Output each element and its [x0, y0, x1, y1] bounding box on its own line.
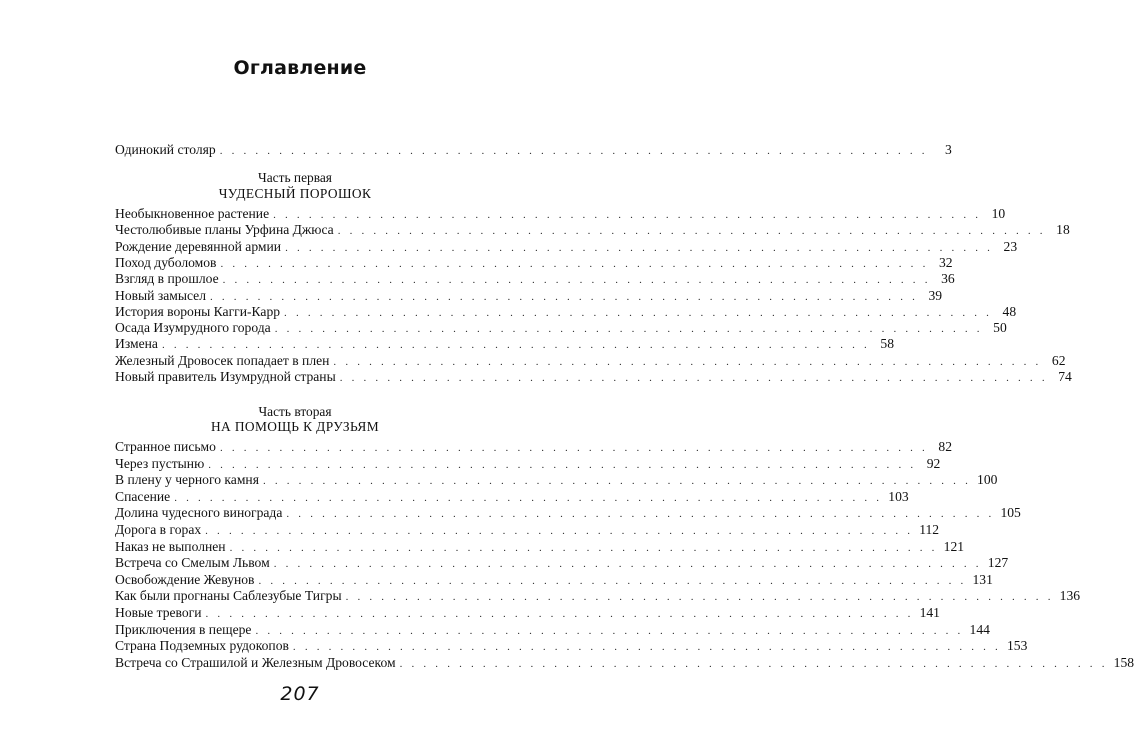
toc-leader: . . . . . . . . . . . . . . . . . . . . . . . . . . . . . . . . . . . . . . . . . . . . . . . . . . . . . . . . . . . .	[174, 491, 883, 504]
toc-entry-title: В плену у черного камня	[115, 472, 259, 488]
toc-entry-page: 18	[1056, 222, 1070, 238]
toc-leader: . . . . . . . . . . . . . . . . . . . . . . . . . . . . . . . . . . . . . . . . . . . . . . . . . . . . . . . . . . . .	[220, 257, 929, 270]
toc-entry[interactable]	[115, 604, 940, 622]
toc-leader: . . . . . . . . . . . . . . . . . . . . . . . . . . . . . . . . . . . . . . . . . . . . . . . . . . . . . . . . . . . .	[399, 657, 1108, 670]
toc-entry-title: Рождение деревянной армии	[115, 238, 282, 254]
toc-leader: . . . . . . . . . . . . . . . . . . . . . . . . . . . . . . . . . . . . . . . . . . . . . . . . . . . . . . . . . . . .	[274, 323, 983, 336]
toc-entry[interactable]	[115, 352, 1066, 370]
toc-entry[interactable]	[115, 455, 941, 473]
toc-leader: . . . . . . . . . . . . . . . . . . . . . . . . . . . . . . . . . . . . . . . . . . . . . . . . . . . . . . . . . . . .	[219, 145, 928, 157]
toc-entry-title: Как были прогнаны Саблезубые Тигры	[115, 588, 342, 604]
toc-entry[interactable]	[115, 554, 1009, 572]
page-title: Оглавление	[233, 57, 367, 79]
toc-entry-page: 144	[969, 621, 990, 637]
toc-entry[interactable]	[115, 335, 895, 353]
toc-entry-title: Поход дуболомов	[115, 254, 217, 270]
toc-leader: . . . . . . . . . . . . . . . . . . . . . . . . . . . . . . . . . . . . . . . . . . . . . . . . . . . . . . . . . . . .	[208, 458, 917, 471]
toc-entry-page: 32	[938, 254, 953, 270]
toc-leader: . . . . . . . . . . . . . . . . . . . . . . . . . . . . . . . . . . . . . . . . . . . . . . . . . . . . . . . . . . . .	[333, 355, 1042, 368]
toc-entry-page: 39	[928, 287, 943, 303]
toc-entry[interactable]	[115, 471, 998, 489]
toc-entry[interactable]	[115, 254, 953, 272]
toc-entry-title: Осада Изумрудного города	[115, 320, 271, 336]
part2-label: Часть вторая	[258, 404, 332, 419]
toc-entry-title: Наказ не выполнен	[115, 538, 226, 554]
toc-entry-page: 23	[1003, 238, 1018, 254]
toc-entry-title: Встреча со Страшилой и Железным Дровосеком	[115, 654, 396, 670]
toc-entry-page: 131	[972, 571, 993, 587]
toc-entry[interactable]	[115, 238, 1018, 256]
toc-leader: . . . . . . . . . . . . . . . . . . . . . . . . . . . . . . . . . . . . . . . . . . . . . . . . . . . . . . . . . . . .	[337, 225, 1046, 238]
toc-entry-page: 105	[1000, 505, 1021, 521]
toc-entry-title: Необыкновенное растение	[115, 206, 270, 221]
toc-entry-page: 48	[1002, 303, 1017, 319]
toc-entry[interactable]	[115, 538, 965, 556]
toc-entry[interactable]	[115, 319, 1007, 337]
toc-entry-title: Новый замысел	[115, 287, 206, 303]
toc-leader: . . . . . . . . . . . . . . . . . . . . . . . . . . . . . . . . . . . . . . . . . . . . . . . . . . . . . . . . . . . .	[273, 209, 982, 221]
toc-entry[interactable]	[115, 368, 1072, 386]
toc-entry-title: История вороны Кагги-Карр	[115, 303, 281, 319]
toc-leader: . . . . . . . . . . . . . . . . . . . . . . . . . . . . . . . . . . . . . . . . . . . . . . . . . . . . . . . . . . . .	[222, 274, 931, 287]
toc-entry[interactable]	[115, 205, 1006, 223]
toc-entry[interactable]	[115, 621, 990, 639]
toc-entry[interactable]	[115, 270, 955, 288]
toc-entry[interactable]	[115, 221, 1070, 239]
toc-entry-title: Долина чудесного винограда	[115, 505, 283, 521]
toc-entry-page: 153	[1006, 638, 1028, 654]
toc-entry[interactable]	[115, 488, 909, 506]
toc-entry-title: Взгляд в прошлое	[115, 271, 219, 287]
toc-leader: . . . . . . . . . . . . . . . . . . . . . . . . . . . . . . . . . . . . . . . . . . . . . . . . . . . . . . . . . . . .	[273, 558, 982, 571]
toc-entry-page: 103	[888, 488, 909, 504]
toc-leader: . . . . . . . . . . . . . . . . . . . . . . . . . . . . . . . . . . . . . . . . . . . . . . . . . . . . . . . . . . . .	[229, 541, 938, 554]
toc-entry-title: Железный Дровосек попадает в плен	[115, 352, 330, 368]
toc-entry-title: Через пустыню	[115, 455, 205, 471]
toc-entry-title: Спасение	[115, 488, 171, 504]
toc-leader: . . . . . . . . . . . . . . . . . . . . . . . . . . . . . . . . . . . . . . . . . . . . . . . . . . . . . . . . . . . .	[258, 574, 967, 587]
toc-leader: . . . . . . . . . . . . . . . . . . . . . . . . . . . . . . . . . . . . . . . . . . . . . . . . . . . . . . . . . . . .	[205, 608, 914, 620]
toc-leader: . . . . . . . . . . . . . . . . . . . . . . . . . . . . . . . . . . . . . . . . . . . . . . . . . . . . . . . . . . . .	[210, 290, 919, 303]
toc-entry[interactable]	[115, 571, 993, 589]
toc-entry-intro[interactable]	[115, 141, 952, 159]
toc-leader: . . . . . . . . . . . . . . . . . . . . . . . . . . . . . . . . . . . . . . . . . . . . . . . . . . . . . . . . . . . .	[262, 475, 972, 488]
toc-entry-page: 82	[938, 439, 953, 454]
toc-entry-page: 127	[987, 555, 1009, 571]
toc-entry-page: 62	[1051, 352, 1066, 368]
toc-entry[interactable]	[115, 654, 1134, 672]
toc-entry[interactable]	[115, 521, 940, 539]
toc-entry-page: 36	[941, 271, 955, 287]
toc-entry-title: Странное письмо	[115, 439, 216, 454]
toc-entry-page: 3	[944, 142, 952, 157]
toc-entry[interactable]	[115, 637, 1028, 655]
toc-entry-page: 58	[880, 336, 895, 352]
toc-entry-title: Встреча со Смелым Львом	[115, 555, 270, 571]
toc-leader: . . . . . . . . . . . . . . . . . . . . . . . . . . . . . . . . . . . . . . . . . . . . . . . . . . . . . . . . . . . .	[339, 372, 1048, 384]
toc-entry-title: Честолюбивые планы Урфина Джюса	[115, 222, 334, 238]
toc-entry-title: Приключения в пещере	[115, 621, 252, 637]
toc-entry-page: 100	[977, 472, 998, 488]
toc-entry-title: Дорога в горах	[115, 522, 202, 537]
toc-leader: . . . . . . . . . . . . . . . . . . . . . . . . . . . . . . . . . . . . . . . . . . . . . . . . . . . . . . . . . . . .	[286, 508, 995, 521]
toc-entry-page: 50	[993, 320, 1007, 336]
toc-entry-title: Новые тревоги	[115, 605, 202, 620]
toc-entry-title: Страна Подземных рудокопов	[115, 638, 289, 654]
part2-name: НА ПОМОЩЬ К ДРУЗЬЯМ	[210, 419, 380, 434]
toc-entry[interactable]	[115, 287, 943, 305]
toc-entry[interactable]	[115, 438, 953, 456]
toc-entry-page: 158	[1113, 654, 1134, 670]
toc-leader: . . . . . . . . . . . . . . . . . . . . . . . . . . . . . . . . . . . . . . . . . . . . . . . . . . . . . . . . . . . .	[255, 624, 964, 637]
toc-entry-title: Новый правитель Изумрудной страны	[115, 369, 336, 384]
part1-name: ЧУДЕСНЫЙ ПОРОШОК	[218, 186, 372, 201]
toc-leader: . . . . . . . . . . . . . . . . . . . . . . . . . . . . . . . . . . . . . . . . . . . . . . . . . . . . . . . . . . . .	[285, 241, 994, 254]
toc-entry[interactable]	[115, 587, 1081, 605]
toc-leader: . . . . . . . . . . . . . . . . . . . . . . . . . . . . . . . . . . . . . . . . . . . . . . . . . . . . . . . . . . . .	[292, 641, 1001, 654]
toc-entry-page: 112	[919, 522, 940, 537]
toc-entry[interactable]	[115, 504, 1021, 522]
toc-entry-title: Одинокий столяр	[115, 142, 216, 157]
toc-entry-page: 74	[1058, 369, 1072, 384]
toc-entry-title: Измена	[115, 336, 158, 352]
toc-entry-page: 121	[943, 538, 965, 554]
toc-entry-page: 136	[1059, 588, 1081, 604]
toc-leader: . . . . . . . . . . . . . . . . . . . . . . . . . . . . . . . . . . . . . . . . . . . . . . . . . . . . . . . . . . . .	[205, 525, 914, 537]
toc-entry-page: 10	[991, 206, 1006, 221]
toc-leader: . . . . . . . . . . . . . . . . . . . . . . . . . . . . . . . . . . . . . . . . . . . . . . . . . . . . . . . . . . . .	[284, 306, 993, 319]
page-number: 207	[280, 683, 320, 705]
part1-label: Часть первая	[258, 170, 332, 185]
toc-entry-title: Освобождение Жевунов	[115, 571, 255, 587]
toc-leader: . . . . . . . . . . . . . . . . . . . . . . . . . . . . . . . . . . . . . . . . . . . . . . . . . . . . . . . . . . . .	[345, 591, 1054, 604]
toc-entry-page: 92	[926, 455, 941, 471]
toc-entry[interactable]	[115, 303, 1017, 321]
toc-entry-page: 141	[919, 605, 940, 620]
toc-leader: . . . . . . . . . . . . . . . . . . . . . . . . . . . . . . . . . . . . . . . . . . . . . . . . . . . . . . . . . . . .	[219, 442, 929, 454]
toc-leader: . . . . . . . . . . . . . . . . . . . . . . . . . . . . . . . . . . . . . . . . . . . . . . . . . . . . . . . . . . . .	[161, 339, 871, 352]
